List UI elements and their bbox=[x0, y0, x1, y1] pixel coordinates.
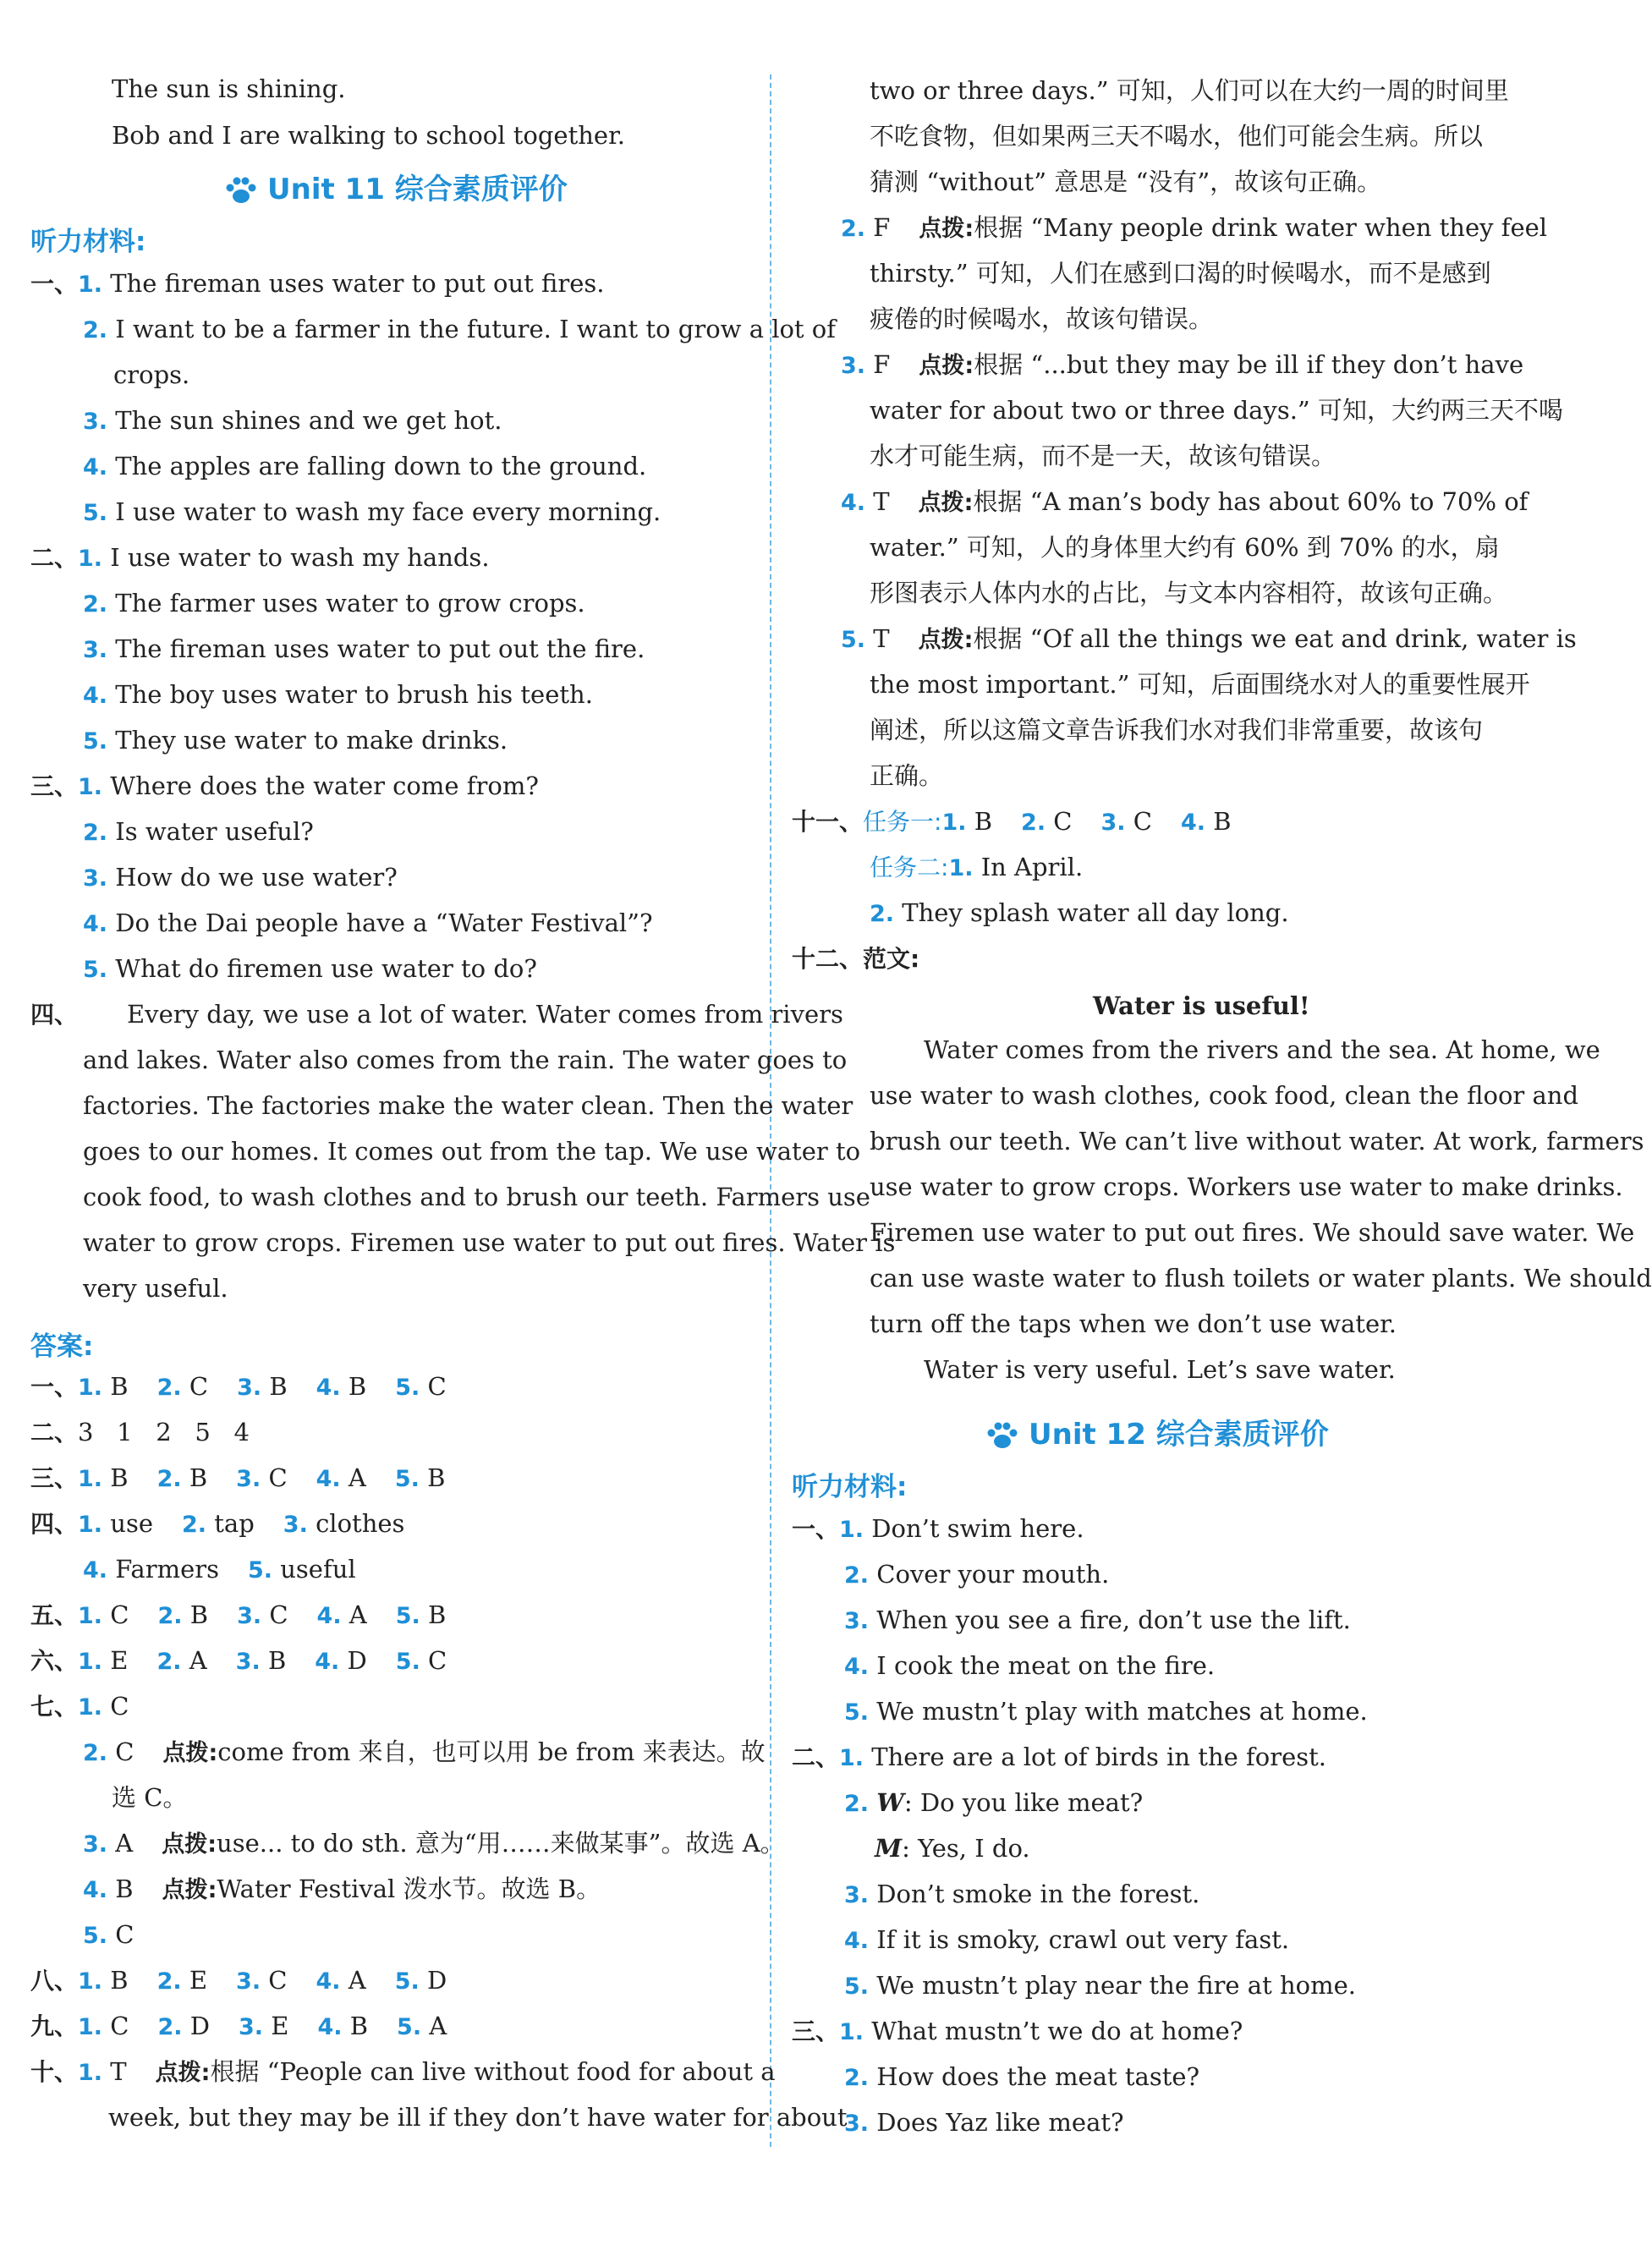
item-number: 3. bbox=[844, 1608, 870, 1634]
item-text: Cover your mouth. bbox=[876, 1560, 1110, 1589]
list-item bbox=[83, 489, 661, 536]
section-label: 三、 bbox=[792, 2017, 840, 2045]
explained-answer bbox=[841, 479, 1528, 526]
answer-value: C bbox=[268, 1966, 288, 1995]
answer-value: B bbox=[110, 1372, 129, 1401]
section-label: 十二、 bbox=[792, 945, 864, 973]
tip-text: thirsty.” 可知，人们在感到口渴的时候喝水，而不是感到 bbox=[870, 259, 1491, 288]
essay-line: Water comes from the rivers and the sea. At home, we bbox=[924, 1035, 1600, 1064]
answer-value: C bbox=[427, 1372, 447, 1401]
item-number: 5. bbox=[395, 1649, 420, 1675]
tip-text: 根据 “Many people drink water when they feel bbox=[974, 213, 1548, 242]
item-number: 1. bbox=[78, 1694, 103, 1721]
list-item bbox=[83, 854, 398, 902]
answer-row-7 bbox=[30, 1683, 129, 1731]
answer-value: Farmers bbox=[115, 1555, 219, 1584]
item-text: The apples are falling down to the ground. bbox=[115, 452, 647, 480]
item-text: They use water to make drinks. bbox=[115, 726, 508, 755]
tip-text: use... to do sth. 意为“用……来做某事”。故选 A。 bbox=[217, 1829, 785, 1858]
list-item bbox=[844, 2054, 1199, 2101]
answer-value: B bbox=[1213, 807, 1232, 836]
list-item bbox=[844, 1597, 1351, 1644]
section-label: 十一、 bbox=[792, 808, 864, 836]
answer-value: A bbox=[349, 1600, 367, 1629]
explained-answer bbox=[83, 1866, 601, 1913]
item-number: 1. bbox=[78, 1603, 103, 1629]
answer-value: C bbox=[115, 1920, 134, 1949]
tip-text: 根据 “Of all the things we eat and drink, water is bbox=[973, 624, 1577, 653]
essay-line: brush our teeth. We can’t live without water. At work, farmers bbox=[870, 1127, 1644, 1155]
item-number: 4. bbox=[317, 2014, 343, 2040]
answer-value: B bbox=[428, 1600, 447, 1629]
item-number: 4. bbox=[316, 1375, 341, 1401]
list-item bbox=[83, 306, 836, 354]
item-number: 4. bbox=[83, 1877, 108, 1903]
answer-value: B bbox=[189, 1600, 209, 1629]
unit11-heading bbox=[225, 166, 568, 207]
answer-value: F bbox=[873, 350, 891, 379]
tip-label: 点拨: bbox=[155, 2060, 211, 2086]
tip-text: 形图表示人体内水的占比，与文本内容相符，故该句正确。 bbox=[870, 579, 1508, 607]
section-label: 一、 bbox=[792, 1515, 840, 1543]
item-number: 2. bbox=[83, 1740, 108, 1766]
item-text: When you see a fire, don’t use the lift. bbox=[876, 1606, 1351, 1634]
answer-value: A bbox=[348, 1463, 366, 1492]
section-3 bbox=[792, 2008, 1243, 2056]
item-number: 5. bbox=[394, 1466, 420, 1492]
item-text: What mustn’t we do at home? bbox=[871, 2017, 1243, 2045]
item-text: I use water to wash my hands. bbox=[110, 543, 490, 572]
answer-row-4 bbox=[30, 1501, 404, 1548]
essay-line: turn off the taps when we don’t use water. bbox=[870, 1309, 1397, 1338]
section-label: 六、 bbox=[30, 1647, 79, 1675]
item-number: 1. bbox=[78, 1375, 103, 1401]
tip-text: 疲倦的时候喝水，故该句错误。 bbox=[870, 305, 1214, 333]
list-item bbox=[83, 1912, 134, 1959]
answer-value: In April. bbox=[980, 853, 1084, 881]
passage-line: water to grow crops. Firemen use water to put out fires. Water is bbox=[83, 1228, 896, 1257]
listening-label: 听力材料: bbox=[792, 1472, 908, 1502]
section-label: 九、 bbox=[30, 2012, 79, 2040]
item-number: 4. bbox=[83, 454, 108, 480]
list-item bbox=[844, 1643, 1215, 1690]
text-line: Bob and I are walking to school together. bbox=[112, 121, 625, 150]
answer-value: C bbox=[269, 1600, 288, 1629]
passage-line: and lakes. Water also comes from the rain. The water goes to bbox=[83, 1046, 848, 1074]
section-label: 三、 bbox=[30, 1464, 79, 1492]
item-number: 4. bbox=[1180, 810, 1206, 836]
item-number: 5. bbox=[844, 1699, 870, 1726]
answer-value: B bbox=[269, 1372, 288, 1401]
item-text: There are a lot of birds in the forest. bbox=[871, 1743, 1326, 1771]
answer-row-1 bbox=[30, 1364, 447, 1411]
tip-text: water.” 可知，人的身体里大约有 60% 到 70% 的水，扇 bbox=[870, 533, 1500, 562]
tip-text: 正确。 bbox=[870, 761, 944, 790]
section-2 bbox=[30, 535, 490, 582]
answer-value: F bbox=[873, 213, 891, 242]
answer-row-11 bbox=[792, 799, 1232, 846]
item-number: 2. bbox=[182, 1512, 207, 1538]
tip-label: 点拨: bbox=[918, 490, 974, 516]
item-number: 3. bbox=[83, 865, 108, 892]
item-number: 3. bbox=[83, 637, 108, 663]
item-number: 3. bbox=[1100, 810, 1126, 836]
answer-value: T bbox=[110, 2057, 127, 2086]
answer-value: A bbox=[429, 2012, 447, 2040]
passage-line: Every day, we use a lot of water. Water comes from rivers bbox=[127, 1000, 843, 1029]
item-number: 4. bbox=[316, 1603, 342, 1629]
list-item bbox=[83, 717, 508, 765]
answer-row-5 bbox=[30, 1592, 446, 1639]
list-item bbox=[83, 809, 314, 856]
item-number: 2. bbox=[1021, 810, 1046, 836]
section-4 bbox=[30, 991, 843, 1038]
answer-row-4b bbox=[83, 1546, 356, 1594]
item-number: 4. bbox=[316, 1968, 341, 1995]
item-number: 1. bbox=[78, 1466, 103, 1492]
item-number: 5. bbox=[397, 2014, 422, 2040]
answer-value: C bbox=[110, 1600, 129, 1629]
list-item bbox=[870, 890, 1289, 937]
item-number: 3. bbox=[239, 2014, 264, 2040]
section-label: 四、 bbox=[30, 1510, 79, 1538]
section-label: 二、 bbox=[792, 1743, 840, 1771]
item-text: I use water to wash my face every morning. bbox=[115, 497, 661, 526]
answer-value: B bbox=[349, 2012, 369, 2040]
item-number: 4. bbox=[844, 1654, 870, 1680]
model-essay-label: 范文: bbox=[863, 945, 920, 973]
item-number: 5. bbox=[83, 957, 108, 983]
speaker-label: W bbox=[876, 1788, 904, 1817]
item-number: 1. bbox=[839, 1517, 864, 1543]
item-number: 3. bbox=[844, 1882, 870, 1908]
paw-icon bbox=[986, 1422, 1018, 1451]
item-number: 1. bbox=[839, 2019, 864, 2045]
list-item bbox=[83, 398, 502, 445]
item-number: 1. bbox=[78, 1649, 103, 1675]
section-label: 一、 bbox=[30, 1373, 79, 1401]
item-number: 3. bbox=[236, 1466, 261, 1492]
list-item bbox=[844, 1962, 1356, 2010]
answer-value: C bbox=[115, 1737, 134, 1766]
item-number: 3. bbox=[237, 1603, 262, 1629]
item-text: Don’t smoke in the forest. bbox=[876, 1880, 1200, 1908]
answer-value: B bbox=[974, 807, 993, 836]
item-text: How do we use water? bbox=[115, 863, 398, 892]
item-text: Where does the water come from? bbox=[110, 771, 539, 800]
tip-text: Water Festival 泼水节。故选 B。 bbox=[217, 1874, 601, 1903]
item-text: The sun shines and we get hot. bbox=[115, 406, 502, 435]
answer-value: A bbox=[189, 1646, 207, 1675]
item-text: The farmer uses water to grow crops. bbox=[115, 589, 585, 618]
item-number: 2. bbox=[156, 1375, 182, 1401]
section-2 bbox=[792, 1734, 1326, 1781]
answer-value: D bbox=[189, 2012, 211, 2040]
answer-row-3 bbox=[30, 1455, 445, 1502]
item-number: 1. bbox=[78, 1968, 103, 1995]
item-text: Is water useful? bbox=[115, 817, 314, 846]
answer-value: T bbox=[873, 487, 890, 516]
item-text: Does Yaz like meat? bbox=[876, 2108, 1124, 2137]
item-number: 2. bbox=[156, 1968, 182, 1995]
item-number: 4. bbox=[83, 683, 108, 709]
item-number: 2. bbox=[157, 1603, 183, 1629]
answer-value: C bbox=[1053, 807, 1073, 836]
unit11-title: Unit 11 综合素质评价 bbox=[267, 173, 568, 206]
list-item bbox=[83, 580, 585, 628]
item-text: What do firemen use water to do? bbox=[115, 954, 537, 983]
item-number: 2. bbox=[841, 216, 866, 242]
item-number: 5. bbox=[83, 1923, 108, 1949]
answer-value: B bbox=[110, 1966, 129, 1995]
item-number: 3. bbox=[83, 409, 108, 435]
answer-value: C bbox=[268, 1463, 288, 1492]
answer-row-9 bbox=[30, 2003, 447, 2050]
explained-answer bbox=[841, 616, 1577, 663]
right-column bbox=[792, 0, 1652, 2245]
section-label: 三、 bbox=[30, 772, 79, 800]
unit12-title: Unit 12 综合素质评价 bbox=[1029, 1418, 1329, 1452]
item-number: 5. bbox=[83, 728, 108, 755]
list-item bbox=[83, 443, 646, 491]
item-number: 1. bbox=[839, 1745, 864, 1771]
tip-label: 点拨: bbox=[162, 1877, 217, 1903]
text-line: The sun is shining. bbox=[112, 74, 346, 103]
answer-value: clothes bbox=[316, 1509, 405, 1538]
item-number: 1. bbox=[78, 774, 103, 800]
essay-line: Firemen use water to put out fires. We should save water. We bbox=[870, 1218, 1635, 1247]
tip-text: 阐述，所以这篇文章告诉我们水对我们非常重要，故该句 bbox=[870, 716, 1484, 744]
answer-value: C bbox=[110, 1692, 129, 1721]
item-number: 3. bbox=[237, 1375, 262, 1401]
item-number: 3. bbox=[236, 1968, 261, 1995]
item-number: 2. bbox=[870, 901, 895, 927]
item-number: 1. bbox=[78, 272, 103, 298]
answer-value: 3 1 2 5 4 bbox=[78, 1418, 250, 1446]
item-number: 2. bbox=[83, 820, 108, 846]
section-3 bbox=[30, 763, 539, 810]
section-label: 八、 bbox=[30, 1967, 79, 1995]
list-item bbox=[83, 946, 537, 993]
item-text: We mustn’t play near the fire at home. bbox=[876, 1971, 1356, 2000]
item-number: 2. bbox=[844, 1791, 870, 1817]
answer-row-6 bbox=[30, 1638, 447, 1685]
list-item bbox=[844, 1551, 1109, 1599]
answer-value: E bbox=[189, 1966, 208, 1995]
item-number: 1. bbox=[948, 855, 974, 881]
tip-text: week, but they may be ill if they don’t have water for about bbox=[108, 2103, 848, 2132]
answer-row-10 bbox=[30, 2049, 776, 2096]
item-number: 5. bbox=[394, 1968, 420, 1995]
item-text: We mustn’t play with matches at home. bbox=[876, 1697, 1368, 1726]
answer-value: B bbox=[115, 1874, 134, 1903]
answer-value: D bbox=[426, 1966, 447, 1995]
unit12-heading bbox=[986, 1411, 1329, 1452]
answer-value: A bbox=[115, 1829, 134, 1858]
tip-text: 根据 “A man’s body has about 60% to 70% of bbox=[973, 487, 1529, 516]
item-text: Don’t swim here. bbox=[871, 1514, 1084, 1543]
answer-value: B bbox=[427, 1463, 446, 1492]
item-text: The fireman uses water to put out fires. bbox=[110, 269, 605, 298]
answer-value: A bbox=[348, 1966, 366, 1995]
dialogue-item bbox=[875, 1825, 1030, 1871]
tip-label: 点拨: bbox=[919, 216, 974, 242]
item-number: 4. bbox=[83, 1557, 108, 1584]
item-number: 4. bbox=[844, 1928, 870, 1954]
item-number: 2. bbox=[83, 591, 108, 618]
answer-value: D bbox=[347, 1646, 367, 1675]
tip-text: two or three days.” 可知，人们可以在大约一周的时间里 bbox=[870, 76, 1509, 105]
tip-text: 猜测 “without” 意思是 “没有”，故该句正确。 bbox=[870, 167, 1382, 196]
section-label: 十、 bbox=[30, 2058, 79, 2086]
section-label: 一、 bbox=[30, 270, 79, 298]
item-text: If it is smoky, crawl out very fast. bbox=[876, 1925, 1290, 1954]
dialogue-item bbox=[844, 1780, 1143, 1827]
item-number: 1. bbox=[78, 1512, 103, 1538]
paw-icon bbox=[225, 177, 257, 206]
passage-line: goes to our homes. It comes out from the tap. We use water to bbox=[83, 1137, 861, 1166]
explained-answer bbox=[841, 342, 1523, 389]
answer-value: E bbox=[110, 1646, 129, 1675]
answer-value: tap bbox=[214, 1509, 255, 1538]
item-number: 2. bbox=[156, 1649, 182, 1675]
section-1 bbox=[30, 261, 605, 308]
listening-label: 听力材料: bbox=[30, 227, 146, 257]
item-number: 3. bbox=[235, 1649, 261, 1675]
answer-value: B bbox=[267, 1646, 287, 1675]
item-text: I cook the meat on the fire. bbox=[876, 1651, 1216, 1680]
item-number: 2. bbox=[156, 1466, 182, 1492]
tip-text: water for about two or three days.” 可知，大约两三天不喝 bbox=[870, 396, 1563, 425]
item-number: 2. bbox=[844, 1562, 870, 1589]
answer-value: T bbox=[873, 624, 890, 653]
answer-value: B bbox=[110, 1463, 129, 1492]
item-number: 3. bbox=[283, 1512, 308, 1538]
item-number: 5. bbox=[395, 1603, 420, 1629]
item-text: Do the Dai people have a “Water Festival”? bbox=[115, 908, 653, 937]
section-label: 七、 bbox=[30, 1693, 79, 1721]
item-number: 3. bbox=[844, 2111, 870, 2137]
essay-title: Water is useful! bbox=[1093, 991, 1310, 1020]
item-number: 5. bbox=[841, 627, 866, 653]
essay-line: can use waste water to flush toilets or water plants. We should bbox=[870, 1264, 1652, 1293]
section-label: 五、 bbox=[30, 1601, 79, 1629]
item-number: 5. bbox=[395, 1375, 420, 1401]
list-item bbox=[844, 1688, 1368, 1736]
item-text: I want to be a farmer in the future. I want to grow a lot of bbox=[115, 315, 836, 343]
item-number: 3. bbox=[83, 1831, 108, 1858]
list-item bbox=[83, 626, 645, 673]
task-label: 任务一: bbox=[863, 808, 942, 836]
item-text: crops. bbox=[113, 360, 190, 389]
item-number: 4. bbox=[841, 490, 866, 516]
item-text: : Do you like meat? bbox=[903, 1788, 1144, 1817]
item-number: 2. bbox=[157, 2014, 183, 2040]
answer-row-12 bbox=[792, 936, 919, 982]
section-1 bbox=[792, 1506, 1084, 1553]
explained-answer bbox=[83, 1820, 785, 1868]
section-label: 四、 bbox=[30, 1001, 79, 1029]
answer-value: useful bbox=[280, 1555, 356, 1584]
answer-value: C bbox=[1133, 807, 1152, 836]
essay-line: Water is very useful. Let’s save water. bbox=[924, 1355, 1396, 1384]
item-number: 4. bbox=[315, 1649, 340, 1675]
list-item bbox=[844, 1871, 1199, 1918]
tip-text: 不吃食物，但如果两三天不喝水，他们可能会生病。所以 bbox=[870, 122, 1484, 151]
task-label: 任务二: bbox=[870, 854, 949, 881]
item-number: 2. bbox=[844, 2065, 870, 2091]
answer-row-8 bbox=[30, 1957, 447, 2005]
answers-label: 答案: bbox=[30, 1331, 94, 1362]
item-number: 2. bbox=[83, 317, 108, 343]
section-label: 二、 bbox=[30, 1419, 79, 1446]
explained-answer bbox=[83, 1729, 766, 1776]
tip-label: 点拨: bbox=[162, 1740, 218, 1766]
item-number: 5. bbox=[844, 1973, 870, 2000]
tip-text: come from 来自，也可以用 be from 来表达。故 bbox=[217, 1737, 766, 1766]
item-text: The fireman uses water to put out the fire. bbox=[115, 634, 645, 663]
essay-line: use water to grow crops. Workers use water to make drinks. bbox=[870, 1172, 1623, 1201]
list-item bbox=[83, 672, 593, 719]
list-item bbox=[844, 1917, 1289, 1964]
essay-line: use water to wash clothes, cook food, clean the floor and bbox=[870, 1081, 1579, 1110]
answer-row-2 bbox=[30, 1409, 250, 1456]
answer-value: E bbox=[271, 2012, 289, 2040]
item-number: 4. bbox=[83, 911, 108, 937]
list-item bbox=[844, 2100, 1124, 2147]
section-label: 二、 bbox=[30, 544, 79, 572]
tip-text: 选 C。 bbox=[112, 1783, 188, 1812]
tip-text: 根据 “...but they may be ill if they don’t have bbox=[974, 350, 1524, 379]
item-text: : Yes, I do. bbox=[902, 1834, 1030, 1863]
tip-label: 点拨: bbox=[162, 1831, 217, 1858]
task-two bbox=[870, 844, 1083, 892]
list-item bbox=[83, 900, 653, 947]
answer-value: C bbox=[428, 1646, 447, 1675]
tip-text: 根据 “People can live without food for about a bbox=[210, 2057, 776, 2086]
passage-line: factories. The factories make the water clean. Then the water bbox=[83, 1091, 853, 1120]
item-number: 1. bbox=[78, 2014, 103, 2040]
answer-value: C bbox=[110, 2012, 129, 2040]
tip-label: 点拨: bbox=[919, 353, 974, 379]
answer-value: C bbox=[189, 1372, 209, 1401]
item-number: 1. bbox=[941, 810, 967, 836]
item-number: 3. bbox=[841, 353, 866, 379]
answer-value: B bbox=[348, 1372, 367, 1401]
answer-value: They splash water all day long. bbox=[902, 898, 1289, 927]
item-number: 5. bbox=[83, 500, 108, 526]
answer-value: use bbox=[110, 1509, 154, 1538]
list-item bbox=[113, 352, 189, 398]
explained-answer bbox=[841, 205, 1547, 252]
answer-value: B bbox=[189, 1463, 208, 1492]
item-number: 1. bbox=[78, 546, 103, 572]
item-text: How does the meat taste? bbox=[876, 2062, 1200, 2091]
passage-line: very useful. bbox=[83, 1274, 228, 1303]
item-number: 5. bbox=[247, 1557, 273, 1584]
speaker-label: M bbox=[875, 1834, 903, 1863]
item-number: 1. bbox=[78, 2060, 103, 2086]
item-text: The boy uses water to brush his teeth. bbox=[115, 680, 593, 709]
tip-text: the most important.” 可知，后面围绕水对人的重要性展开 bbox=[870, 670, 1530, 699]
tip-text: 水才可能生病，而不是一天，故该句错误。 bbox=[870, 442, 1336, 470]
tip-label: 点拨: bbox=[918, 627, 974, 653]
passage-line: cook food, to wash clothes and to brush our teeth. Farmers use bbox=[83, 1183, 870, 1211]
item-number: 4. bbox=[316, 1466, 341, 1492]
